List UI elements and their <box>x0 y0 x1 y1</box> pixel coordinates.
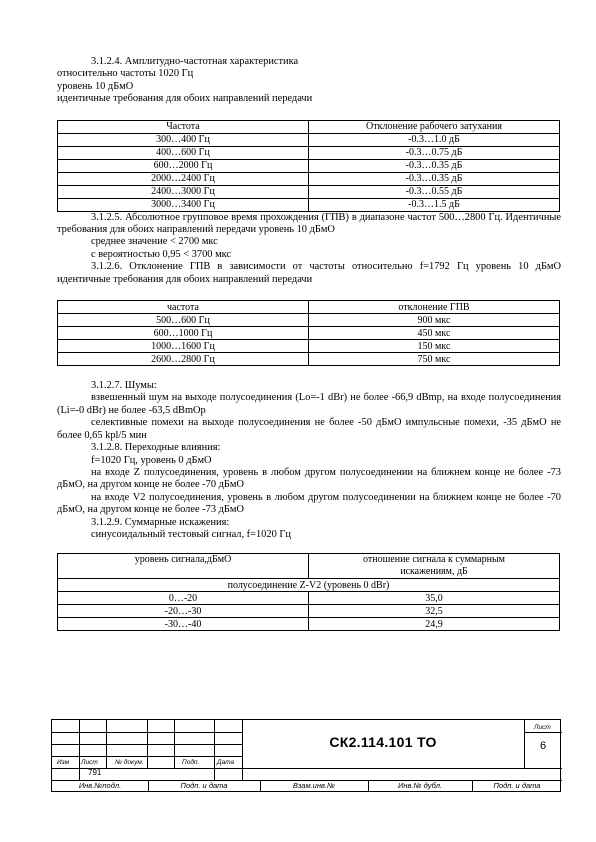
stamp-label-ndok: № докум. <box>115 759 144 766</box>
title-block-stamp <box>51 719 561 792</box>
stamp-label-podp: Подп. <box>182 759 200 766</box>
section-128-p2: на входе V2 полусоединения, уровень в любом другом полусоединении на ближнем конце не более -70 дБмО, на другом конце не более -73 дБмО <box>57 491 561 516</box>
stamp-label-list: Лист <box>81 759 98 766</box>
section-129-heading: 3.1.2.9. Суммарные искажения: <box>91 516 230 528</box>
table-cell: 35,0 <box>309 592 560 605</box>
section-124-line2: уровень 10 дБмО <box>57 80 134 92</box>
table-cell: -0.3…0.75 дБ <box>309 146 560 159</box>
table-cell: 1000…1600 Гц <box>58 340 309 353</box>
inventory-number: 791 <box>88 768 102 777</box>
group-delay-table <box>57 300 560 366</box>
section-127-heading: 3.1.2.7. Шумы: <box>91 380 157 392</box>
table-header-cell: Частота <box>58 120 309 133</box>
sheet-label: Лист <box>534 724 551 731</box>
stamp-label-izm: Изм <box>57 759 70 766</box>
table-row <box>58 327 560 340</box>
stamp-label-data: Дата <box>217 759 235 766</box>
section-124-line1: относительно частоты 1020 Гц <box>57 68 194 80</box>
table-cell: 150 мкс <box>309 340 560 353</box>
table-cell: 750 мкс <box>309 353 560 366</box>
table-row <box>58 314 560 327</box>
stamp-bottom-label: Инв.№ дубл. <box>397 781 443 790</box>
table-cell: 450 мкс <box>309 327 560 340</box>
table-cell: 900 мкс <box>309 314 560 327</box>
table-subheader-cell: полусоединение Z-V2 (уровень 0 dBr) <box>58 579 560 592</box>
document-code: СК2.114.101 ТО <box>329 734 437 750</box>
section-126-text: 3.1.2.6. Отклонение ГПВ в зависимости от частоты относительно f=1792 Гц уровень 10 дБмО идентичные требования для обоих направлений передачи <box>57 261 561 285</box>
section-127-p1: взвешенный шум на выходе полусоединения (Lo=-1 dBr) не более -66,9 dBmp, на входе полусоединения (Li=-0 dBr) не более -63,5 dBmOp <box>57 392 561 416</box>
table-row <box>58 198 560 211</box>
document-body <box>57 56 561 631</box>
table-row <box>58 353 560 366</box>
table-row <box>58 605 560 618</box>
table-cell: 3000…3400 Гц <box>58 198 309 211</box>
table-cell: 600…2000 Гц <box>58 159 309 172</box>
section-129-line1: синусоидальный тестовый сигнал, f=1020 Гц <box>91 528 291 540</box>
section-128-line1: f=1020 Гц, уровень 0 дБмО <box>91 454 212 466</box>
table-row <box>58 146 560 159</box>
table-cell: 2400…3000 Гц <box>58 185 309 198</box>
table-header-cell: частота <box>58 301 309 314</box>
header-line: отношение сигнала к суммарным <box>362 554 506 566</box>
table-header-row <box>58 554 560 579</box>
table-subheader-row <box>58 579 560 592</box>
table-cell: 600…1000 Гц <box>58 327 309 340</box>
table-row <box>58 592 560 605</box>
section-127-p2: селективные помехи на выходе полусоединения не более -50 дБмО импульсные помехи, -35 дБмО не более 0,65 kpl/5 мин <box>57 417 561 441</box>
table-header-cell: Отклонение рабочего затухания <box>309 120 560 133</box>
table-cell: -0.3…0.35 дБ <box>309 172 560 185</box>
table-cell: 32,5 <box>309 605 560 618</box>
section-124-heading: 3.1.2.4. Амплитудно-частотная характеристика <box>91 56 299 67</box>
table-header-cell: отклонение ГПВ <box>309 301 560 314</box>
stamp-bottom-label: Подп. и дата <box>180 781 228 790</box>
table-row <box>58 340 560 353</box>
table-cell: 2600…2800 Гц <box>58 353 309 366</box>
sheet-number: 6 <box>539 740 547 752</box>
table-row <box>58 159 560 172</box>
distortion-table <box>57 553 560 631</box>
table-cell: 500…600 Гц <box>58 314 309 327</box>
table-cell: -30…-40 <box>58 618 309 631</box>
table-header-cell: уровень сигнала,дБмО <box>58 554 309 579</box>
table-header-row <box>58 301 560 314</box>
table-row <box>58 133 560 146</box>
table-row <box>58 618 560 631</box>
table-cell: 24,9 <box>309 618 560 631</box>
section-128-p1: на входе Z полусоединения, уровень в любом другом полусоединении на ближнем конце не более -73 дБмО, на другом конце не более -70 дБмО <box>57 466 561 491</box>
table-cell: 2000…2400 Гц <box>58 172 309 185</box>
table-row <box>58 185 560 198</box>
table-cell: -20…-30 <box>58 605 309 618</box>
table-header-row <box>58 120 560 133</box>
frequency-response-table <box>57 120 560 212</box>
section-128-heading: 3.1.2.8. Переходные влияния: <box>91 442 221 454</box>
section-125-line1: среднее значение < 2700 мкс <box>91 236 218 248</box>
table-header-cell <box>309 554 560 579</box>
table-cell: 400…600 Гц <box>58 146 309 159</box>
section-125-line2: с вероятностью 0,95 < 3700 мкс <box>91 248 232 260</box>
stamp-bottom-label: Подп. и дата <box>493 781 541 790</box>
stamp-bottom-label: Взам.инв.№ <box>292 781 336 790</box>
section-125-text: 3.1.2.5. Абсолютное групповое время прохождения (ГПВ) в диапазоне частот 500…2800 Гц. Идентичные требования для обоих направлений передачи уровень 10 дБмО <box>57 211 561 236</box>
header-line: искажениям, дБ <box>400 566 468 578</box>
table-row <box>58 172 560 185</box>
table-cell: -0.3…0.35 дБ <box>309 159 560 172</box>
table-cell: -0.3…0.55 дБ <box>309 185 560 198</box>
section-124-line3: идентичные требования для обоих направлений передачи <box>57 93 313 105</box>
table-cell: -0.3…1.5 дБ <box>309 198 560 211</box>
table-cell: 300…400 Гц <box>58 133 309 146</box>
stamp-bottom-label: Инв.№подл. <box>78 781 122 790</box>
table-cell: -0.3…1.0 дБ <box>309 133 560 146</box>
table-cell: 0…-20 <box>58 592 309 605</box>
